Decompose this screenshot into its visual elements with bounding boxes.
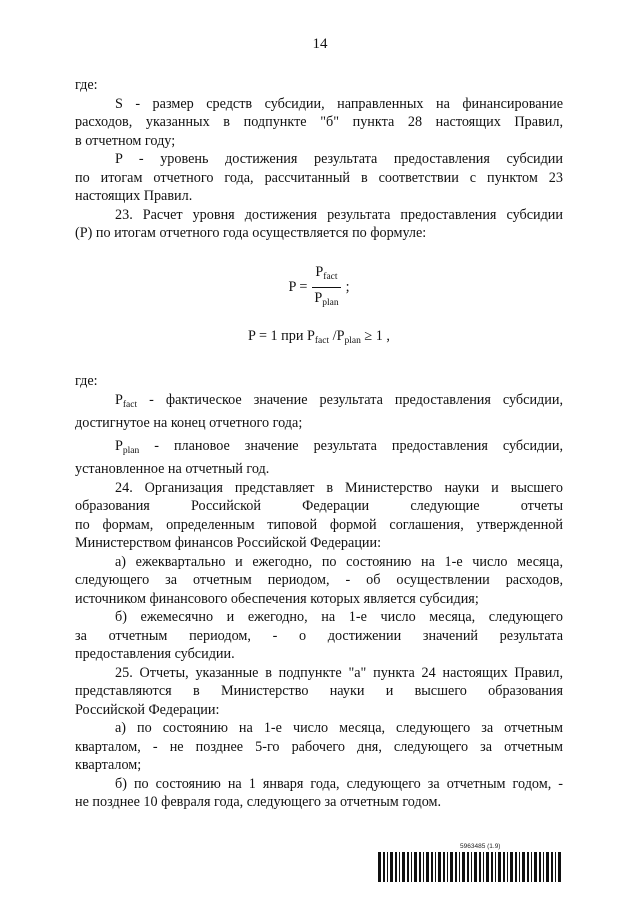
s-definition-line: в отчетном году; bbox=[75, 132, 176, 149]
pplan-definition-line: $P_{plan}$ - плановое значение результата предоставления субсидии, bbox=[115, 437, 563, 456]
formula-numerator: $P_{fact}$ bbox=[312, 263, 340, 289]
item-24-line: образования Российской Федерации следующие отчеты bbox=[75, 498, 563, 514]
pfact-definition-line: $P_{fact}$ - фактическое значение результата предоставления субсидии, bbox=[115, 391, 563, 410]
pplan-definition-line: установленное на отчетный год. bbox=[75, 461, 270, 477]
item-25-line: Российской Федерации: bbox=[75, 701, 220, 718]
item-24b-line: за отчетным периодом, - о достижении значений результата bbox=[75, 627, 563, 644]
item-25a-line: а) по состоянию на 1-е число месяца, следующего за отчетным bbox=[115, 720, 563, 736]
p-definition-line: настоящих Правил. bbox=[75, 188, 193, 204]
formula-lhs: P = bbox=[288, 279, 308, 296]
item-24a-line: источником финансового обеспечения которых является субсидия; bbox=[75, 590, 479, 607]
item-24-line: по формам, определенным типовой формой соглашения, утвержденной bbox=[75, 516, 563, 533]
item-25a-line: кварталом, - не позднее 5-го рабочего дня, следующего за отчетным bbox=[75, 738, 563, 755]
item-25b-line: не позднее 10 февраля года, следующего за отчетным годом. bbox=[75, 794, 442, 810]
item-23-line: (P) по итогам отчетного года осуществляется по формуле: bbox=[75, 225, 427, 241]
item-24b-line: предоставления субсидии. bbox=[75, 646, 235, 662]
page-number: 14 bbox=[312, 36, 328, 52]
item-25-line: 25. Отчеты, указанные в подпункте "а" пункта 24 настоящих Правил, bbox=[115, 664, 563, 681]
formula-denominator: $P_{plan}$ bbox=[314, 290, 339, 308]
barcode-label: 5963485 (1.9) bbox=[460, 843, 501, 850]
p-definition-line: P - уровень достижения результата предоставления субсидии bbox=[115, 151, 563, 167]
item-24-line: 24. Организация представляет в Министерство науки и высшего bbox=[115, 479, 563, 496]
formula-fraction bbox=[311, 263, 341, 313]
pfact-definition-line: достигнутое на конец отчетного года; bbox=[75, 415, 303, 431]
item-24-line: Министерством финансов Российской Федерации: bbox=[75, 535, 382, 551]
item-24a-line: следующего за отчетным периодом, - об осуществлении расходов, bbox=[75, 572, 563, 588]
where-label: где: bbox=[75, 77, 98, 93]
formula-line-1 bbox=[75, 263, 563, 313]
formula-line-2: P = 1 при $P_{fact}$ $/P_{plan} \ge 1$ , bbox=[248, 327, 390, 346]
document-body bbox=[75, 76, 563, 812]
p-definition-line: по итогам отчетного года, рассчитанный в соответствии с пунктом 23 bbox=[75, 169, 563, 186]
item-25a-line: кварталом; bbox=[75, 757, 142, 773]
item-24a-line: а) ежеквартально и ежегодно, по состоянию на 1-е число месяца, bbox=[115, 553, 563, 570]
formula-block bbox=[75, 263, 563, 351]
formula-tail: ; bbox=[345, 279, 350, 296]
s-definition-line: расходов, указанных в подпункте "б" пункта 28 настоящих Правил, bbox=[75, 114, 563, 130]
item-24b-line: б) ежемесячно и ежегодно, на 1-е число месяца, следующего bbox=[115, 609, 563, 625]
item-23-line: 23. Расчет уровня достижения результата предоставления субсидии bbox=[115, 206, 563, 223]
item-25b-line: б) по состоянию на 1 января года, следующего за отчетным годом, - bbox=[115, 775, 563, 792]
barcode-image bbox=[378, 852, 563, 882]
s-definition-line: S - размер средств субсидии, направленных на финансирование bbox=[115, 95, 563, 112]
item-25-line: представляются в Министерство науки и высшего образования bbox=[75, 683, 563, 699]
barcode bbox=[378, 843, 563, 883]
where-label: где: bbox=[75, 373, 98, 389]
